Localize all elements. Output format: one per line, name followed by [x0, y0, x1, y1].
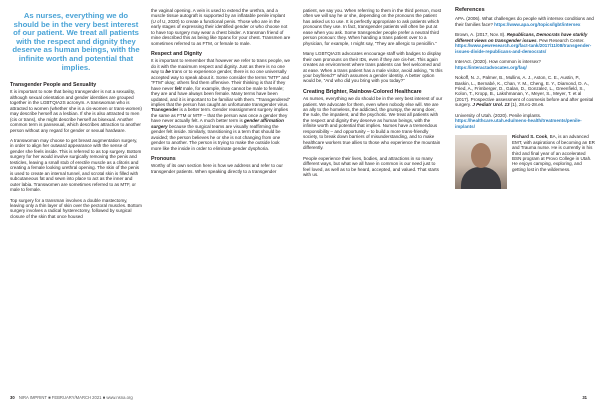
references-heading: References	[455, 7, 485, 13]
section-heading-sexuality: Transgender People and Sexuality	[10, 82, 97, 89]
column-4	[455, 8, 595, 191]
reference-text: Brown, A. (2017, Nov. 8).	[455, 32, 507, 38]
reference-link[interactable]: https://www.pewresearch.org/fact-tank/2017/11/08/transgender-issues-divide-republicans-and-democrats/	[455, 43, 592, 54]
emphasis: be	[165, 69, 171, 75]
emphasis: Transgender	[151, 107, 179, 113]
reference-link[interactable]: https://interactadvocates.org/faq/	[455, 64, 527, 70]
author-photo-body	[461, 167, 501, 189]
column-2	[151, 8, 291, 179]
reference-text: APA. (2006). What challenges do people with intersex conditions and their families face?	[455, 16, 594, 27]
reference-item	[455, 32, 595, 54]
reference-item	[455, 75, 595, 108]
paragraph: Top surgery for a transman involves a double mastectomy, leaving only a thin layer of skin over the pectoral muscles. Bottom surgery involves a radical hysterectomy, followed by surgical closure of the skin that once housed	[10, 197, 142, 219]
text-run: trans or to experience gender, there is no one universally accepted way to speak about it. Some consider the terms “MTF” and “FTM” okay; others find them offensive. Their thinking is that if they have never	[151, 69, 289, 91]
text-run: male, for example, they cannot be male to female; they are and have always been female. Many terms have been updated, and it is important to be familiar with them. “Transgendered” implies that the person has caught an unfortunate transgender virus.	[151, 85, 291, 107]
footer-publication: NIRA IMPRINT ■ FEBRUARY/MARCH 2021 ■ www.nsna.org	[18, 395, 133, 400]
paragraph	[151, 58, 291, 151]
footer-right	[582, 393, 590, 403]
reference-item	[455, 113, 595, 129]
text-run: is a better term. Gender reassignment surgery implies the same as FTM or MTF – that the person was once a gender they have never actually felt. A much better term is	[151, 107, 288, 124]
page-number-left: 30	[10, 395, 15, 400]
paragraph: A transwoman may choose to get breast augmentation surgery, in order to align her outward appearance with the sense of gender she feels inside. This is referred to as top surgery. Bottom surgery for her would involve surgically removing the penis and testicles, leaving a small stub of erectile muscle as a clitoris and creating a female looking urethral opening. The skin of the penis is used to create an internal tunnel, and scrotal skin is filled with subcutaneous fat and sewn into place to act as the inner and outer labia. Transwomen are sometimes referred to as MTF, or male to female.	[10, 137, 142, 193]
author-name: Richard S. Cook	[512, 134, 548, 140]
reference-text: . Pew Research Center.	[536, 37, 585, 43]
reference-item	[455, 16, 595, 27]
reference-text: Nokoff, N. J., Palmer, B., Mullins, A. J., Aston, C. E., Austin, P., Baskin, L., Bernabé, K., Chan, Y. M., Cheng, E. Y., Diamond, D. A., Fried, A., Frimberger, D., Galan, D., Gonzalez, L., Greenfield, S., Kolon, T., Kropp, B., Lakshmanan, Y., Meyer, S., Meyer, T. et al (2017). Prospective assessment of cosmesis before and after genital surgery.	[455, 75, 594, 108]
pull-quote: As nurses, everything we do should be in the very best interest of our patient. We treat all patients with the respect and dignity they deserve as human beings, with the infinite worth and potential that implies.	[12, 11, 140, 72]
emphasis: gender affirmation surgery	[151, 118, 284, 129]
reference-text: (1), 28.e1-28.e6.	[509, 102, 545, 108]
paragraph: Worthy of its own section here is how we address and refer to our transgender patients. When speaking directly to a transgender	[151, 163, 283, 174]
text-run: It is important to remember that however we refer to trans people, we do it with the maximum respect and dignity. Just as there is no one way to	[151, 58, 290, 75]
section-heading-pronouns: Pronouns	[151, 156, 176, 163]
column-1	[10, 8, 142, 224]
reference-item	[455, 59, 595, 70]
author-photo	[455, 135, 507, 189]
section-heading-brighter-healthcare: Creating Brighter, Rainbow-Colored Healthcare	[303, 88, 422, 95]
paragraph: It is important to note that being transgender is not a sexuality, although sexual orientation and gender identities are grouped together in the LGBTQIA2S acronym. A transwoman who is attracted to women (whether she is a cis-women or trans-women) may describe herself as a lesbian. If she is also attracted to men (cis or trans), she might describe herself as bisexual. Another common term is pansexual, which describes attraction to another person without any regard for gender or sexual hardware.	[10, 89, 142, 133]
paragraph: People experience their lives, bodies, and attractions in so many different ways, but what we all have in common is our need just to feel loved, as well as to be heard, accepted, and valued. That starts with us.	[303, 155, 439, 177]
reference-text: InterAct. (2020). How common is intersex?	[455, 59, 541, 65]
paragraph: As nurses, everything we do should be in the very best interest of our patient. We advocate for them, even when nobody else will. We are an ally to the homeless, the addicted, the grumpy, the wrong doer, the rude, the impatient, and the psychotic. We treat all patients with the respect and dignity they deserve as human beings, with the infinite worth and potential that implies. Nurses have a tremendous responsibility – and opportunity – to build a more trans-friendly society, to break down barriers of misunderstanding, and to make healthcare workers true allies to those who experience the mountain differently.	[303, 96, 443, 151]
emphasis: felt	[174, 85, 182, 91]
bio-text: , BA, is an advanced EMT, with aspirations of becoming an ER and Trauma nurse. He is currently in his third and final year of an accelerated BSN program at Provo College in Utah. He enjoys camping, exploring, and getting lost in the wilderness.	[512, 134, 595, 172]
reference-link[interactable]: https://www.apa.org/topics/lgbt/intersex	[494, 21, 581, 27]
paragraph: Many LGBTQIA2S advocates encourage staff with badges to display their own pronouns on their IDs, even if they are cis-het. This again creates an environment where trans patients can feel welcomed and at ease. When a trans patient has a male visitor, avoid asking, “Is this your boyfriend?” which assumes a gender identity. A better option would be, “And who did you bring with you today?”	[303, 51, 443, 84]
author-photo-head	[471, 143, 491, 168]
reference-text: University of Utah. (2020). Penile implants.	[455, 112, 542, 118]
author-bio	[455, 134, 595, 172]
reference-journal: J Pediatr Urol. 13	[472, 102, 510, 108]
footer-left	[10, 393, 133, 403]
column-3	[303, 8, 443, 182]
paragraph: patient, we say you. When referring to them in the third person, most often we will say he or she, depending on the pronouns the patient has asked us to use. It is perfectly appropriate to ask patients which pronouns they use. In fact, transgender patients will often be put at ease when you ask. Some transgender people prefer a neutral third person pronoun: they. When handing a trans patient over to a physician, for example, I might say, “They are allergic to penicillin.”	[303, 8, 441, 46]
section-heading-respect: Respect and Dignity	[151, 51, 202, 58]
page-number-right: 31	[582, 395, 587, 400]
paragraph: the vaginal opening. A vein is used to extend the urethra, and a muscle tissue autograft is supported by an inflatable penile implant (U of U, 2020) to create a functional penis. Those who are in the early stages of expressing their identified gender or who choose not to have top surgery may wear a chest binder. A transman friend of mine described this as being like Spanx for your chest. Transmen are sometimes referred to as FTM, or female to male.	[151, 8, 291, 46]
reference-title: Republicans, Democrats have starkly different views on transgender issues	[455, 32, 588, 43]
text-run: because the surgical teams are visually reaffirming the gender felt inside. Similarly, transitioning is a term that should be avoided; the person believes he or she is not changing from one gender to another. The person is trying to make the outside look more like the inside in order to eliminate gender dysphoria.	[151, 123, 281, 151]
reference-link[interactable]: https://healthcare.utah.edu/mens-health/treatments/penile-implants/	[455, 118, 582, 129]
